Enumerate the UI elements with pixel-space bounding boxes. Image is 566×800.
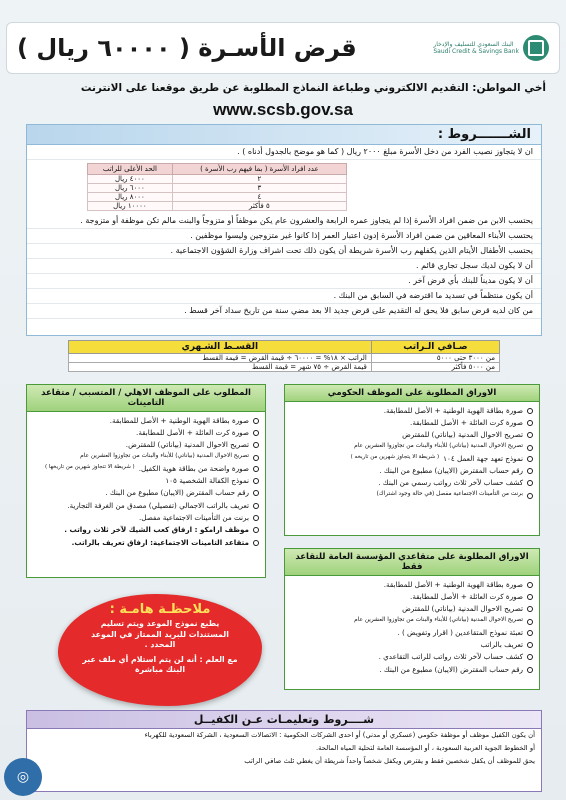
list-item: تصريح الاحوال المدنية (بياناتي) للمقترض <box>291 429 533 441</box>
condition-item: يحتسب الأطفال الأيتام الذين يكفلهم رب الأسرة شريطة أن يكون ذلك تحت اشراف وزارة الشؤون الاجتماعية . <box>27 244 541 259</box>
list-item: صورة كرت العائلة + الأصل للمطابقة. <box>33 426 259 438</box>
bullet-icon <box>527 480 533 486</box>
bullet-icon <box>527 630 533 636</box>
bullet-icon <box>253 418 259 424</box>
list-item: رقم حساب المقترض (الايبان) مطبوع من البنك . <box>291 464 533 476</box>
table-row: من ٥٠٠٠ فأكثر قيمة القرض ÷ ٧٥ شهر = قيمة القسط <box>69 363 500 372</box>
family-income-table <box>87 163 347 211</box>
salary-installment-table <box>68 340 500 372</box>
bullet-icon <box>253 515 259 521</box>
list-item: تصريح الاحوال المدنية (بياناتي) للمقترض <box>291 603 533 615</box>
list-item: متقاعد التامينات الاجتماعية: ارفاق تعريف بالراتب. <box>33 536 259 548</box>
list-item: كشف حساب لآخر ثلاث رواتب رسمي من البنك . <box>291 477 533 489</box>
condition-item: يحتسب الابن من ضمن افراد الأسرة إذا لم يتجاوز عمره الرابعة والعشرون عام يكن موظفاً أو متزوجاً والبنت مالم تكن موظفة أو متزوجة . <box>27 214 541 229</box>
bullet-icon <box>253 478 259 484</box>
bullet-icon <box>253 527 259 533</box>
table-header: صـافي الـراتب <box>371 341 499 354</box>
bullet-icon <box>527 667 533 673</box>
bullet-icon <box>253 455 259 461</box>
note-title: ملاحظـة هامـة : <box>109 602 211 617</box>
list-item: تصريح الاحوال المدنية (بياناتي) للأبناء والبنات من تجاوزوا العشرين عام <box>291 441 533 452</box>
bullet-icon <box>527 445 533 451</box>
intro-text: أخي المواطن: التقديم الالكتروني وطباعة النماذج المطلوبة عن طريق موقعنا على الانترنت <box>80 82 546 94</box>
bullet-icon <box>527 456 533 462</box>
header <box>6 22 560 74</box>
bullet-icon <box>527 642 533 648</box>
bullet-icon <box>253 540 259 546</box>
list-item: نموذج الكفالة الشخصية ١٠٥ <box>33 474 259 486</box>
note-line: يطبع نموذج الموعد ويتم تسليم المستندات للبريد الممتاز في الموعد المحدد . <box>91 619 229 650</box>
condition-item: أن لا يكون لديك سجل تجاري قائم . <box>27 259 541 274</box>
condition-item: أن لا يكون مديناً للبنك بأي قرض آخر . <box>27 274 541 289</box>
table-header: القسـط الشـهري <box>69 341 372 354</box>
list-item: صورة بطاقة الهوية الوطنية + الأصل للمطابقة. <box>291 578 533 590</box>
condition-item: أن يكون منتظماً في تسديد ما اقترضه في السابق من البنك . <box>27 289 541 304</box>
table-header: عدد افراد الأسرة ( بما فيهم رب الأسرة ) <box>172 164 346 175</box>
guarantor-heading: شــــروط وتعليمـات عـن الكفيــل <box>27 711 541 729</box>
table-row: ٣ ٦٠٠٠ ريال <box>88 184 347 193</box>
list-item: برنت من التأمينات الاجتماعية مفصل. <box>33 512 259 524</box>
bank-name: البنك السعودي للتسليف والإدخار Saudi Credit & Savings Bank <box>433 40 519 55</box>
bullet-icon <box>527 606 533 612</box>
bullet-icon <box>527 493 533 499</box>
condition-item: يحتسب الأبناء المعاقين من ضمن افراد الأسرة إدون اعتبار العمر إذا كانوا غير متزوجين وليسوا موظفين . <box>27 229 541 244</box>
bullet-icon <box>253 442 259 448</box>
gov-employee-docs <box>284 384 540 536</box>
table-row: من ٣٠٠٠ حتى ٥٠٠٠ الراتب × ١٨% = ٦٠٠٠٠ ÷ قيمة القرض = قيمة القسط <box>69 354 500 363</box>
table-header: الحد الأعلى للراتب <box>88 164 173 175</box>
bullet-icon <box>527 594 533 600</box>
list-item: رقم حساب المقترض (الايبان) مطبوع من البنك . <box>291 663 533 675</box>
list-item: تعريف بالراتب <box>291 638 533 650</box>
retired-docs-heading: الاوراق المطلوبة على متقاعدي المؤسسة العامة للتقاعد فقط <box>285 549 539 576</box>
list-item: برنت من التأمينات الاجتماعية مفصل (في حالة وجود اشتراك) <box>291 489 533 500</box>
list-item: صورة كرت العائلة + الأصل للمطابقة. <box>291 590 533 602</box>
bullet-icon <box>253 466 259 472</box>
bullet-icon <box>253 490 259 496</box>
bullet-icon <box>253 503 259 509</box>
table-row: ٥ فأكثر ١٠٠٠٠ ريال <box>88 202 347 211</box>
conditions-heading: الشـــــــروط : <box>27 125 541 145</box>
list-item: موظف ارامكو : ارفاق كعب الشيك لآخر ثلاث رواتب . <box>33 524 259 536</box>
bullet-icon <box>527 468 533 474</box>
list-item: تعريف بالراتب الاجمالي (تفصيلي) مصدق من الغرفة التجارية. <box>33 499 259 511</box>
condition-item: من كان لديه قرض سابق فلا يحق له التقديم على قرض جديد الا بعد مضي سنة من تاريخ سداد آخر قسط . <box>27 304 541 319</box>
guarantor-section <box>26 710 542 792</box>
gov-docs-heading: الاوراق المطلوبة على الموظف الحكومي <box>285 385 539 402</box>
page-title: قرض الأسـرة ( ٦٠٠٠٠ ريال ) <box>17 34 357 62</box>
conditions-section <box>26 124 542 336</box>
guarantor-text: أو الخطوط الجوية العربية السعودية ، أو المؤسسة العامة لتحلية المياه المالحة. <box>315 743 535 752</box>
important-note <box>58 594 262 706</box>
bank-logo <box>433 35 549 61</box>
bullet-icon <box>527 432 533 438</box>
watermark-logo-icon: ◎ <box>4 758 42 796</box>
guarantor-text: يحق للموظف أن يكفل شخصين فقط و يقترض ويكفل شخصاً واحداً شريطة أن يغطي ثلث صافي الراتب <box>244 756 535 765</box>
bullet-icon <box>527 582 533 588</box>
table-row: ٤ ٨٠٠٠ ريال <box>88 193 347 202</box>
list-item: صورة بطاقة الهوية الوطنية + الأصل للمطابقة. <box>33 414 259 426</box>
private-docs-heading: المطلوب على الموظف الاهلي / المتسبب / متقاعد التامينات <box>27 385 265 412</box>
list-item: تعبئة نموذج المتقاعدين ( اقرار وتفويض ) . <box>291 626 533 638</box>
list-item: صورة واضحة من بطاقة هوية الكفيل. ( شريطة الا تتجاوز شهرين من تاريخها ) <box>33 462 259 474</box>
bank-logo-icon <box>523 35 549 61</box>
table-row: ٢ ٤٠٠٠ ريال <box>88 175 347 184</box>
bullet-icon <box>527 408 533 414</box>
bullet-icon <box>527 619 533 625</box>
list-item: تصريح الاحوال المدنية (بياناتي) للأبناء والبنات من تجاوزوا العشرين عام <box>33 451 259 462</box>
condition-item: ان لا يتجاوز نصيب الفرد من دخل الأسرة مبلغ ٢٠٠٠ ريال ( كما هو موضح بالجدول أدناه ) . <box>27 145 541 160</box>
list-item: رقم حساب المقترض (الايبان) مطبوع من البنك . <box>33 487 259 499</box>
list-item: صورة كرت العائلة + الأصل للمطابقة. <box>291 416 533 428</box>
private-employee-docs <box>26 384 266 578</box>
guarantor-text: أن يكون الكفيل موظف أو موظفة حكومي (عسكري أو مدني) أو احدى الشركات الحكومية : الاتصالات السعودية ، الشركة السعودية للكهرباء <box>144 731 535 739</box>
list-item: تصريح الاحوال المدنية (بياناتي) للمقترض. <box>33 439 259 451</box>
bullet-icon <box>253 430 259 436</box>
list-item: نموذج تعهد جهة العمل ١٠٤ ( شريطة الا يتجاوز شهرين من تاريخه ) <box>291 452 533 464</box>
website-link[interactable]: www.scsb.gov.sa <box>213 100 353 119</box>
bullet-icon <box>527 420 533 426</box>
note-line: مع العلم : أنه لن يتم استلام أي ملف عبر البنك مباشرة <box>82 654 238 675</box>
list-item: كشف حساب لآخر ثلاث رواتب للراتب التقاعدي . <box>291 651 533 663</box>
bullet-icon <box>527 654 533 660</box>
retired-docs <box>284 548 540 690</box>
list-item: صورة بطاقة الهوية الوطنية + الأصل للمطابقة. <box>291 404 533 416</box>
list-item: تصريح الاحوال المدنية (بياناتي) للأبناء والبنات من تجاوزوا العشرين عام <box>291 615 533 626</box>
